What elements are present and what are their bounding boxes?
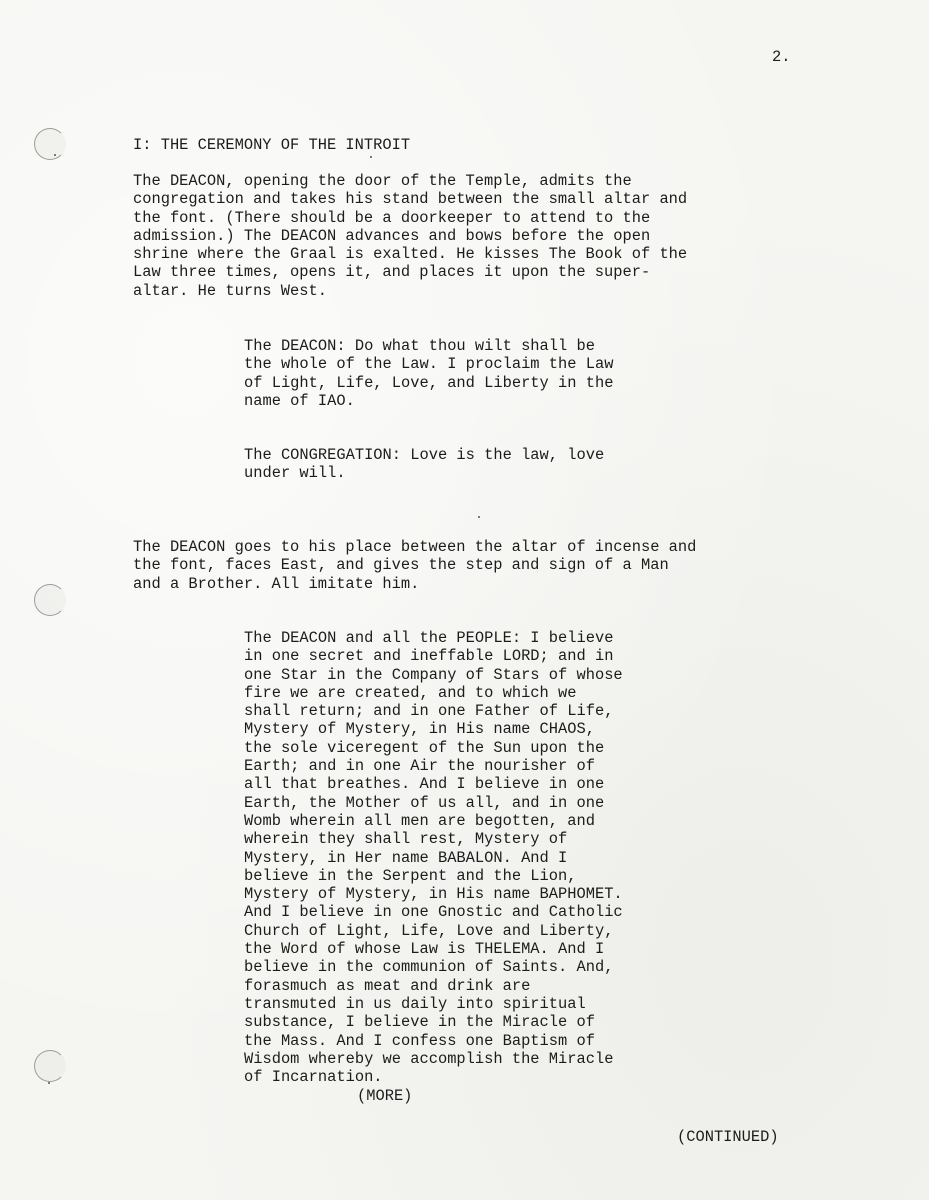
text-line: Mystery of Mystery, in His name BAPHOMET. [244,885,623,904]
text-line: believe in the communion of Saints. And, [244,958,614,977]
continued-marker: (CONTINUED) [677,1128,779,1146]
text-line: Womb wherein all men are begotten, and [244,811,595,830]
text-line: forasmuch as meat and drink are [244,976,531,995]
text-line: The DEACON and all the PEOPLE: I believe [244,629,614,647]
text-line: name of IAO. [244,391,355,410]
text-line: the font. (There should be a doorkeeper to attend to the [133,208,651,227]
text-line: of Light, Life, Love, and Liberty in the [244,373,614,392]
dialogue-congregation [244,446,604,483]
paper-speck [54,154,56,156]
text-line: believe in the Serpent and the Lion, [244,866,577,885]
text-line: The DEACON goes to his place between the altar of incense and [133,538,697,556]
text-line: fire we are created, and to which we [244,683,577,702]
page-number: 2. [772,48,791,66]
text-line: in one secret and ineffable LORD; and in [244,647,614,666]
text-line: substance, I believe in the Miracle of [244,1013,595,1032]
text-line: shrine where the Graal is exalted. He kisses The Book of the [133,245,688,264]
text-line: Earth; and in one Air the nourisher of [244,757,595,776]
action-paragraph [133,538,696,593]
section-heading: I: THE CEREMONY OF THE INTROIT [133,136,411,154]
punch-hole [34,1050,66,1082]
text-line: The CONGREGATION: Love is the law, love [244,446,605,464]
punch-hole [34,128,66,160]
punch-hole [34,584,66,616]
text-line: the whole of the Law. I proclaim the Law [244,355,614,374]
text-line: And I believe in one Gnostic and Catholic [244,903,623,922]
text-line: Earth, the Mother of us all, and in one [244,793,605,812]
text-line: Mystery of Mystery, in His name CHAOS, [244,720,595,739]
text-line: the font, faces East, and gives the step and sign of a Man [133,556,669,575]
text-line: Wisdom whereby we accomplish the Miracle [244,1049,614,1068]
text-line: Law three times, opens it, and places it upon the super- [133,263,651,282]
text-line: the Mass. And I confess one Baptism of [244,1031,595,1050]
text-line: congregation and takes his stand between the small altar and [133,190,688,209]
text-line: the Word of whose Law is THELEMA. And I [244,940,605,959]
text-line: Mystery, in Her name BABALON. And I [244,848,568,867]
paper-speck [370,156,372,158]
paper-speck [478,516,480,518]
text-line: of Incarnation. [244,1068,383,1087]
text-line: and a Brother. All imitate him. [133,574,420,593]
text-line: transmuted in us daily into spiritual [244,994,586,1013]
more-marker: (MORE) [357,1087,413,1105]
text-line: one Star in the Company of Stars of whose [244,665,623,684]
text-line: admission.) The DEACON advances and bows before the open [133,226,651,245]
text-line: wherein they shall rest, Mystery of [244,830,568,849]
text-line: the sole viceregent of the Sun upon the [244,738,605,757]
text-line: The DEACON, opening the door of the Temple, admits the [133,172,632,190]
text-line: Church of Light, Life, Love and Liberty, [244,921,614,940]
dialogue-creed [244,629,623,1086]
text-line: all that breathes. And I believe in one [244,775,605,794]
text-line: The DEACON: Do what thou wilt shall be [244,337,595,355]
dialogue-deacon [244,337,613,410]
text-line: under will. [244,464,346,483]
text-line: shall return; and in one Father of Life, [244,702,614,721]
text-line: altar. He turns West. [133,281,327,300]
paper-speck [48,1082,50,1084]
action-paragraph [133,172,687,300]
